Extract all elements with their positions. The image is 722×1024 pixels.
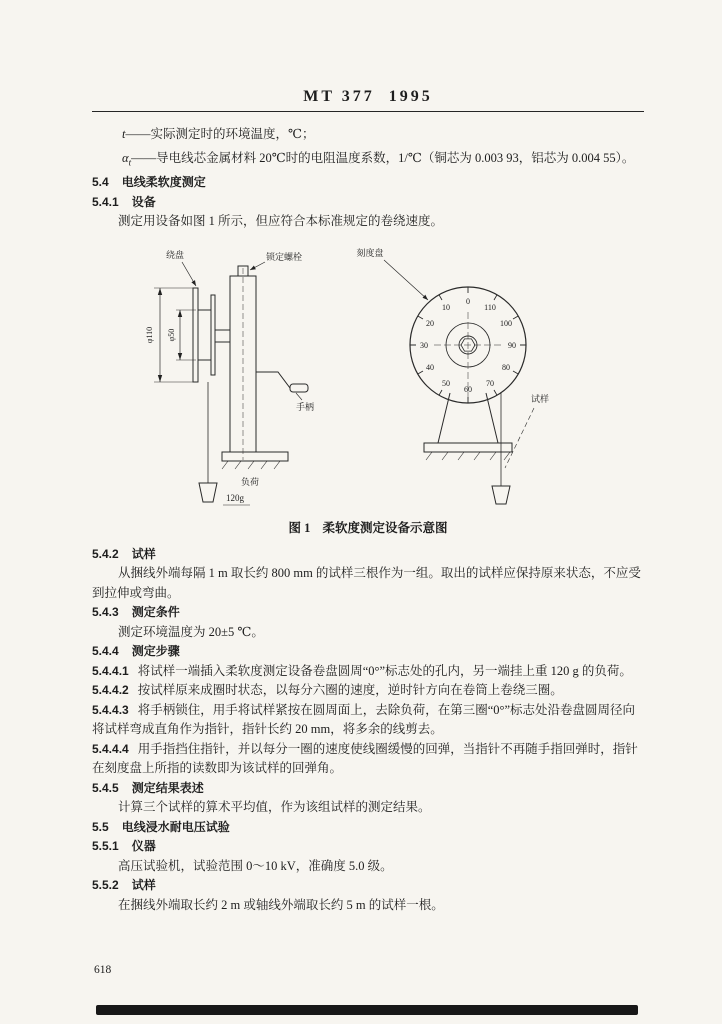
clause-5-5-2 — [92, 876, 644, 896]
clause-number: 5.4.1 — [92, 194, 119, 209]
clause-title: 试样 — [131, 546, 156, 561]
dial-number: 110 — [484, 302, 496, 312]
clause-number: 5.4.2 — [92, 546, 119, 561]
paragraph-result: 计算三个试样的算术平均值，作为该组试样的测定结果。 — [118, 800, 431, 814]
scan-artifact-bar — [96, 1005, 638, 1015]
clause-title: 设备 — [131, 194, 156, 209]
definition-t-text: ——实际测定时的环境温度，℃； — [125, 127, 315, 141]
specimen-label: 试样 — [530, 393, 550, 404]
step-text: 将手柄锁住，用手将试样紧按在圆周面上，去除负荷，在第三圈“0°”标志处沿卷盘圆周径向将试样弯成直角作为指针，指针长约 20 mm，将多余的线剪去。 — [92, 702, 636, 736]
dial-number: 50 — [442, 378, 450, 388]
dim-phi110-label: φ110 — [145, 326, 154, 343]
paragraph-specimen: 从捆线外端每隔 1 m 取长约 800 mm 的试样三根作为一组。取出的试样应保持原来状态，不应受到拉伸或弯曲。 — [92, 566, 641, 600]
step-text: 将试样一端插入柔软度测定设备卷盘圆周“0°”标志处的孔内，另一端挂上重 120 g 的负荷。 — [137, 663, 632, 678]
dial-number: 20 — [426, 318, 434, 328]
header-rule — [92, 111, 644, 112]
paragraph-instrument: 高压试验机，试验范围 0～10 kV，准确度 5.0 级。 — [118, 858, 393, 873]
figure-1 — [92, 240, 644, 516]
specimen-line — [492, 392, 510, 504]
page-number: 618 — [94, 964, 112, 976]
figure-caption-number: 图 1 — [288, 520, 311, 535]
clause-number: 5.5.2 — [92, 878, 119, 892]
dial-plate-label: 刻度盘 — [356, 247, 384, 258]
dimension-phi50 — [167, 310, 196, 360]
definition-alpha — [92, 149, 644, 173]
clause-title: 试样 — [131, 878, 156, 892]
paragraph-conditions: 测定环境温度为 20±5 ℃。 — [118, 624, 264, 639]
symbol-alpha: $\alpha_t$ — [122, 151, 132, 168]
page-content — [92, 88, 644, 915]
dial-number: 100 — [500, 318, 512, 328]
dim-phi50-label: φ50 — [167, 328, 176, 341]
step-number: 5.4.4.1 — [92, 663, 129, 678]
paragraph-specimen-2: 在捆线外端取长约 2 m 或轴线外端取长约 5 m 的试样一根。 — [118, 897, 444, 912]
machine-column — [230, 266, 256, 460]
clause-title: 电线柔软度测定 — [121, 175, 206, 189]
clause-title: 测定条件 — [131, 605, 180, 619]
step-number: 5.4.4.2 — [92, 683, 129, 697]
clause-5-4-4 — [92, 642, 644, 662]
load-weight-right — [492, 486, 510, 504]
winding-drum-side-view — [193, 288, 230, 382]
step-5-4-4-2 — [92, 681, 644, 701]
weight-value-label: 120g — [226, 492, 244, 503]
clause-number: 5.4.3 — [92, 605, 119, 619]
dial-number: 70 — [486, 378, 494, 388]
clause-5-5 — [92, 818, 644, 838]
clause-number: 5.4 — [92, 175, 109, 189]
clause-5-4-2 — [92, 545, 644, 565]
specimen-leader — [505, 408, 534, 468]
clause-5-4 — [92, 173, 644, 193]
clause-number: 5.4.5 — [92, 780, 119, 795]
clause-5-4-1 — [92, 193, 644, 213]
figure-caption-title: 柔软度测定设备示意图 — [322, 520, 448, 535]
clause-5-5-1 — [92, 837, 644, 857]
step-text: 用手指挡住指针，并以每分一圈的速度使线圈缓慢的回弹，当指针不再随手指回弹时，指针在刻度盘上所指的读数即为该试样的回弹角。 — [92, 741, 638, 775]
winding-drum-leader — [182, 262, 196, 286]
step-number: 5.4.4.4 — [92, 741, 129, 756]
clause-number: 5.5 — [92, 819, 109, 834]
definition-t — [92, 125, 644, 149]
stand-base-left — [222, 452, 288, 469]
dial-number: 40 — [426, 362, 434, 372]
standard-number-header: MT 377 1995 — [303, 88, 433, 105]
crank-handle — [256, 372, 308, 392]
step-5-4-4-1 — [92, 662, 644, 682]
handle-label: 手柄 — [296, 401, 315, 412]
step-5-4-4-3 — [92, 701, 644, 740]
handle-leader — [296, 393, 302, 400]
clause-title: 测定结果表述 — [131, 780, 204, 795]
clause-5-4-3 — [92, 603, 644, 623]
lock-bolt-label: 锁定螺栓 — [266, 251, 303, 262]
dial-number: 90 — [508, 340, 516, 350]
definition-alpha-text: ——导电线芯金属材料 20℃时的电阻温度系数，1/℃（铜芯为 0.003 93，铝芯为 0.004 55）。 — [131, 151, 635, 165]
clause-number: 5.5.1 — [92, 839, 119, 853]
paragraph-equipment: 测定用设备如图 1 所示，但应符合本标准规定的卷绕速度。 — [118, 214, 444, 228]
symbol-t: t — [122, 127, 126, 141]
winding-drum-label: 绕盘 — [166, 249, 185, 260]
flexibility-tester-diagram — [138, 240, 598, 516]
dial-number: 30 — [420, 340, 428, 350]
step-5-4-4-4 — [92, 740, 644, 779]
load-weight-left — [199, 382, 217, 502]
step-number: 5.4.4.3 — [92, 702, 129, 717]
clause-number: 5.4.4 — [92, 644, 119, 658]
dial-plate-leader — [384, 260, 428, 300]
clause-title: 电线浸水耐电压试验 — [121, 819, 230, 834]
clause-title: 测定步骤 — [131, 644, 180, 658]
clause-5-4-5 — [92, 779, 644, 799]
dial-number: 10 — [442, 302, 450, 312]
dial-number: 0 — [466, 296, 470, 306]
dial-number: 80 — [502, 362, 510, 372]
step-text: 按试样原来成圈时状态，以每分六圈的速度，逆时针方向在卷筒上卷绕三圈。 — [137, 683, 563, 697]
figure-caption — [92, 518, 644, 536]
load-label: 负荷 — [240, 476, 260, 487]
lock-bolt-leader — [250, 262, 265, 270]
clause-title: 仪器 — [131, 839, 156, 853]
dial-number: 60 — [464, 384, 472, 394]
